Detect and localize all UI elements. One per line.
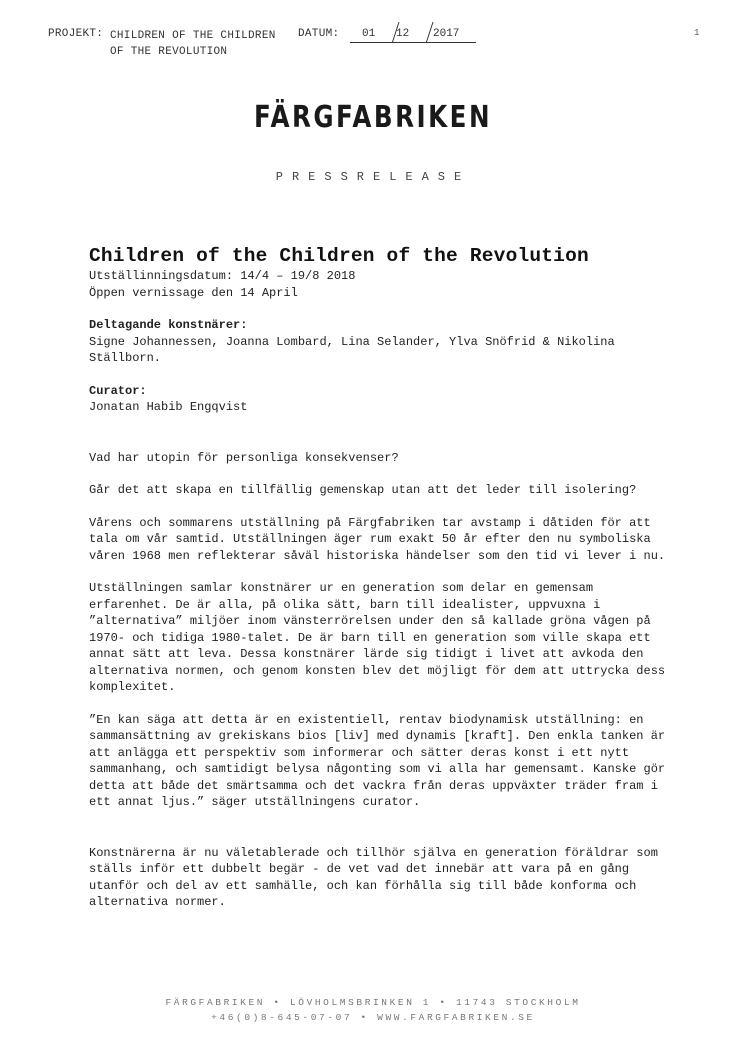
paragraph-1: Vårens och sommarens utställning på Färgfabriken tar avstamp i dåtiden för att tala om vår samtid. Utställningen äger rum exakt 50 år efter den nu symboliska våren 1968 men reflekterar såväl historiska händelser som den tid vi lever i nu. xyxy=(89,515,666,563)
curator-name: Jonatan Habib Engqvist xyxy=(89,400,248,414)
artists-heading: Deltagande konstnärer: xyxy=(89,318,248,332)
question-2: Går det att skapa en tillfällig gemenskap utan att det leder till isolering? xyxy=(89,483,637,497)
logo: FÄRGFABRIKEN xyxy=(253,100,493,135)
page-number: 1 xyxy=(694,28,700,38)
vernissage-date: Öppen vernissage den 14 April xyxy=(89,285,298,300)
project-name-line2: OF THE REVOLUTION xyxy=(110,46,228,58)
press-release-body xyxy=(89,244,669,911)
footer-address: FÄRGFABRIKEN • LÖVHOLMSBRINKEN 1 • 11743 STOCKHOLM xyxy=(165,997,581,1008)
page-title: Children of the Children of the Revolution xyxy=(89,245,589,267)
date-field xyxy=(350,22,476,43)
curator-heading: Curator: xyxy=(89,383,147,398)
project-label: PROJEKT: xyxy=(48,28,104,40)
exhibition-dates: Utställinningsdatum: 14/4 – 19/8 2018 xyxy=(89,269,356,283)
date-year: 2017 xyxy=(433,28,460,40)
date-day: 01 xyxy=(362,28,376,40)
date-label: DATUM: xyxy=(298,28,340,40)
project-name xyxy=(110,28,276,60)
paragraph-3: ”En kan säga att detta är en existentiell, rentav biodynamisk utställning: en sammansättning av grekiskans bios [liv] med dynamis [kraft]. Den enkla tanken är att anlägga ett perspektiv som informerar och sätter deras konst i ett nytt sammanhang, och samtidigt belysa någonting som vi alla har gemensamt. Kanske gör detta att både det smärtsamma och det vackra från deras uppväxter träder fram i ett annat ljus.” säger utställningens curator. xyxy=(89,712,666,809)
artists-list: Signe Johannessen, Joanna Lombard, Lina Selander, Ylva Snöfrid & Nikolina Ställborn. xyxy=(89,334,615,365)
document-type: PRESSRELEASE xyxy=(275,170,471,184)
question-1: Vad har utopin för personliga konsekvenser? xyxy=(89,450,399,465)
date-month: 12 xyxy=(396,28,410,40)
paragraph-4: Konstnärerna är nu väletablerade och tillhör själva en generation föräldrar som ställs inför ett dubbelt begär - de vet vad det innebär att vara på en gång utanför och del av ett samhälle, och kan förhålla sig till både konforma och alternativa normer. xyxy=(89,845,658,909)
paragraph-2: Utställningen samlar konstnärer ur en generation som delar en gemensam erfarenhet. De är alla, på olika sätt, barn till idealister, uppvuxna i ”alternativa” miljöer inom vänsterrörelsen under den så kallade gröna vågen på 1970- och tidiga 1980-talet. De är barn till en generation som ville skapa ett annat sätt att leva. Dessa konstnärer lärde sig tidigt i livet att avkoda den alternativa normen, och genom konsten blev det möjligt för dem att uttrycka dess komplexitet. xyxy=(89,581,666,694)
footer-contact: +46(0)8-645-07-07 • WWW.FARGFABRIKEN.SE xyxy=(211,1012,535,1023)
project-name-line1: CHILDREN OF THE CHILDREN xyxy=(110,30,276,42)
